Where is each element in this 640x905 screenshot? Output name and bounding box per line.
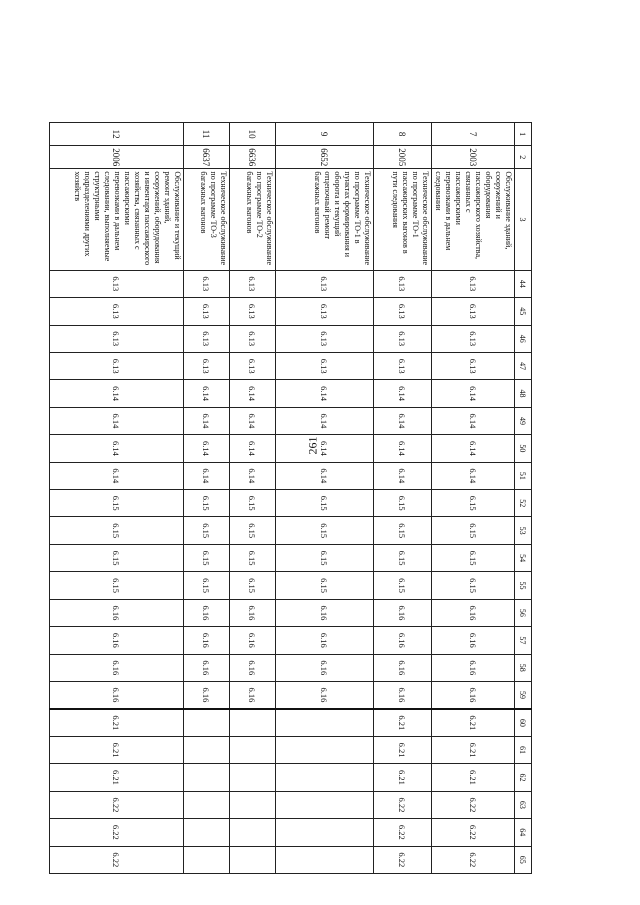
value-cell: 6.13 [230, 270, 276, 297]
value-cell: 6.13 [276, 298, 374, 325]
value-cell: 6.13 [50, 352, 184, 379]
rotated-table-container [6, 122, 532, 874]
table-body [50, 123, 515, 874]
row-code: 2006 [50, 146, 184, 169]
value-cell: 6.13 [230, 325, 276, 352]
value-cell: 6.13 [374, 325, 432, 352]
value-cell: 6.13 [374, 352, 432, 379]
value-cell: 6.14 [374, 380, 432, 407]
table-row [432, 123, 515, 874]
value-cell: 6.15 [230, 517, 276, 544]
value-cell [276, 846, 374, 873]
value-cell: 6.14 [230, 435, 276, 462]
value-cell: 6.15 [230, 544, 276, 571]
row-description: Обслуживание зданий, сооружений и оборудования пассажирского хозяйства, связанных с пассажирскими перевозками в дальнем следовании [432, 169, 515, 270]
column-header: 55 [515, 572, 532, 599]
value-cell: 6.15 [276, 572, 374, 599]
value-cell: 6.16 [432, 654, 515, 681]
value-cell: 6.13 [50, 270, 184, 297]
column-header: 60 [515, 709, 532, 736]
value-cell: 6.16 [184, 654, 230, 681]
tariff-table [49, 122, 532, 874]
value-cell: 6.13 [230, 298, 276, 325]
value-cell: 6.14 [230, 407, 276, 434]
value-cell: 6.22 [374, 846, 432, 873]
value-cell: 6.21 [432, 764, 515, 791]
value-cell: 6.22 [50, 819, 184, 846]
value-cell: 6.14 [374, 435, 432, 462]
value-cell: 6.22 [50, 791, 184, 818]
value-cell: 6.16 [230, 599, 276, 626]
value-cell: 6.14 [184, 407, 230, 434]
value-cell: 6.16 [374, 681, 432, 708]
value-cell: 6.15 [432, 572, 515, 599]
column-header: 62 [515, 764, 532, 791]
table-row [374, 123, 432, 874]
value-cell: 6.16 [230, 654, 276, 681]
row-description: Обслуживание и текущий ремонт зданий, сооружений, оборудования и инвентаря пассажирского хозяйства, связанных с пассажирскими перевозками в дальнем следовании, выполняемые структурными подразделениями других хозяйств [50, 169, 184, 270]
row-number: 12 [50, 123, 184, 146]
value-cell [184, 764, 230, 791]
value-cell [230, 846, 276, 873]
value-cell: 6.13 [50, 298, 184, 325]
value-cell: 6.16 [276, 654, 374, 681]
value-cell: 6.16 [184, 627, 230, 654]
value-cell: 6.15 [432, 517, 515, 544]
value-cell: 6.13 [230, 352, 276, 379]
value-cell: 6.15 [374, 490, 432, 517]
value-cell: 6.14 [50, 462, 184, 489]
value-cell: 6.14 [50, 407, 184, 434]
row-description: Техническое обслуживание по программе ТО-1 в пунктах формирования и оборота и текущий отцепочный ремонт багажных вагонов [276, 169, 374, 270]
value-cell [230, 764, 276, 791]
column-header: 57 [515, 627, 532, 654]
value-cell: 6.13 [184, 352, 230, 379]
value-cell: 6.14 [276, 462, 374, 489]
row-number: 9 [276, 123, 374, 146]
column-header: 51 [515, 462, 532, 489]
row-number: 11 [184, 123, 230, 146]
row-number: 8 [374, 123, 432, 146]
value-cell: 6.16 [276, 627, 374, 654]
value-cell: 6.13 [276, 325, 374, 352]
table-row [50, 123, 184, 874]
page-number: 261 [305, 436, 320, 455]
row-code: 6637 [184, 146, 230, 169]
value-cell: 6.22 [432, 791, 515, 818]
value-cell: 6.14 [432, 435, 515, 462]
value-cell: 6.21 [374, 736, 432, 763]
value-cell: 6.16 [276, 599, 374, 626]
column-header: 63 [515, 791, 532, 818]
row-code: 2005 [374, 146, 432, 169]
value-cell: 6.14 [276, 407, 374, 434]
value-cell: 6.15 [50, 572, 184, 599]
value-cell: 6.15 [276, 517, 374, 544]
value-cell [276, 819, 374, 846]
column-header: 65 [515, 846, 532, 873]
column-header: 53 [515, 517, 532, 544]
table-row [276, 123, 374, 874]
value-cell: 6.15 [230, 490, 276, 517]
value-cell: 6.14 [276, 435, 374, 462]
value-cell: 6.13 [432, 325, 515, 352]
row-number: 10 [230, 123, 276, 146]
column-header: 44 [515, 270, 532, 297]
value-cell [276, 709, 374, 736]
row-code: 2003 [432, 146, 515, 169]
value-cell: 6.14 [432, 407, 515, 434]
value-cell: 6.13 [374, 298, 432, 325]
value-cell: 6.15 [374, 572, 432, 599]
value-cell [230, 709, 276, 736]
value-cell: 6.15 [184, 572, 230, 599]
value-cell: 6.13 [276, 270, 374, 297]
value-cell [276, 736, 374, 763]
value-cell: 6.13 [432, 298, 515, 325]
value-cell: 6.21 [432, 709, 515, 736]
column-header: 45 [515, 298, 532, 325]
value-cell [230, 791, 276, 818]
table-row [184, 123, 230, 874]
value-cell: 6.16 [184, 599, 230, 626]
table-row [230, 123, 276, 874]
value-cell: 6.15 [230, 572, 276, 599]
value-cell [276, 791, 374, 818]
column-header: 58 [515, 654, 532, 681]
value-cell [184, 736, 230, 763]
column-header: 64 [515, 819, 532, 846]
column-header: 54 [515, 544, 532, 571]
value-cell: 6.14 [374, 407, 432, 434]
column-header: 49 [515, 407, 532, 434]
value-cell: 6.15 [276, 544, 374, 571]
value-cell: 6.14 [374, 462, 432, 489]
value-cell: 6.15 [184, 544, 230, 571]
value-cell: 6.13 [432, 352, 515, 379]
value-cell: 6.21 [50, 736, 184, 763]
value-cell: 6.13 [276, 352, 374, 379]
value-cell: 6.14 [50, 435, 184, 462]
column-header: 59 [515, 681, 532, 708]
value-cell: 6.13 [184, 270, 230, 297]
column-header: 1 [515, 123, 532, 146]
column-header: 3 [515, 169, 532, 270]
row-number: 7 [432, 123, 515, 146]
column-header: 46 [515, 325, 532, 352]
value-cell: 6.15 [374, 544, 432, 571]
value-cell: 6.22 [432, 819, 515, 846]
value-cell: 6.13 [432, 270, 515, 297]
row-description: Техническое обслуживание по программе ТО-3 багажных вагонов [184, 169, 230, 270]
value-cell: 6.16 [50, 681, 184, 708]
value-cell: 6.15 [432, 490, 515, 517]
value-cell: 6.15 [50, 544, 184, 571]
value-cell [230, 819, 276, 846]
value-cell: 6.15 [374, 517, 432, 544]
column-header: 50 [515, 435, 532, 462]
row-description: Техническое обслуживание по программе ТО-1 пассажирских вагонов в пути следования [374, 169, 432, 270]
value-cell: 6.21 [50, 709, 184, 736]
value-cell: 6.22 [50, 846, 184, 873]
value-cell: 6.16 [50, 654, 184, 681]
value-cell: 6.14 [432, 380, 515, 407]
column-header: 2 [515, 146, 532, 169]
value-cell: 6.21 [374, 764, 432, 791]
value-cell: 6.21 [374, 709, 432, 736]
value-cell [184, 791, 230, 818]
value-cell: 6.16 [50, 627, 184, 654]
value-cell: 6.13 [374, 270, 432, 297]
value-cell: 6.16 [374, 599, 432, 626]
value-cell: 6.15 [184, 490, 230, 517]
value-cell [184, 819, 230, 846]
value-cell: 6.16 [276, 681, 374, 708]
value-cell: 6.14 [184, 462, 230, 489]
value-cell: 6.16 [184, 681, 230, 708]
value-cell: 6.14 [230, 380, 276, 407]
row-description: Техническое обслуживание по программе ТО-2 багажных вагонов [230, 169, 276, 270]
value-cell: 6.15 [184, 517, 230, 544]
value-cell: 6.16 [230, 681, 276, 708]
value-cell: 6.13 [184, 325, 230, 352]
column-header: 52 [515, 490, 532, 517]
value-cell [276, 764, 374, 791]
value-cell: 6.22 [374, 791, 432, 818]
value-cell: 6.16 [374, 627, 432, 654]
value-cell [184, 709, 230, 736]
value-cell: 6.15 [50, 490, 184, 517]
value-cell: 6.14 [184, 380, 230, 407]
column-header: 56 [515, 599, 532, 626]
value-cell: 6.14 [50, 380, 184, 407]
value-cell: 6.16 [50, 599, 184, 626]
column-header: 61 [515, 736, 532, 763]
value-cell: 6.14 [276, 380, 374, 407]
value-cell: 6.15 [50, 517, 184, 544]
column-header: 48 [515, 380, 532, 407]
value-cell: 6.14 [432, 462, 515, 489]
value-cell: 6.22 [432, 846, 515, 873]
row-code: 6636 [230, 146, 276, 169]
value-cell [230, 736, 276, 763]
value-cell: 6.14 [184, 435, 230, 462]
value-cell: 6.16 [432, 681, 515, 708]
value-cell: 6.16 [432, 599, 515, 626]
column-header: 47 [515, 352, 532, 379]
value-cell: 6.22 [374, 819, 432, 846]
table-header-row [515, 123, 532, 874]
value-cell: 6.15 [276, 490, 374, 517]
value-cell: 6.13 [50, 325, 184, 352]
value-cell [184, 846, 230, 873]
value-cell: 6.15 [432, 544, 515, 571]
value-cell: 6.16 [374, 654, 432, 681]
value-cell: 6.16 [230, 627, 276, 654]
value-cell: 6.21 [50, 764, 184, 791]
value-cell: 6.21 [432, 736, 515, 763]
value-cell: 6.13 [184, 298, 230, 325]
row-code: 6652 [276, 146, 374, 169]
value-cell: 6.16 [432, 627, 515, 654]
value-cell: 6.14 [230, 462, 276, 489]
